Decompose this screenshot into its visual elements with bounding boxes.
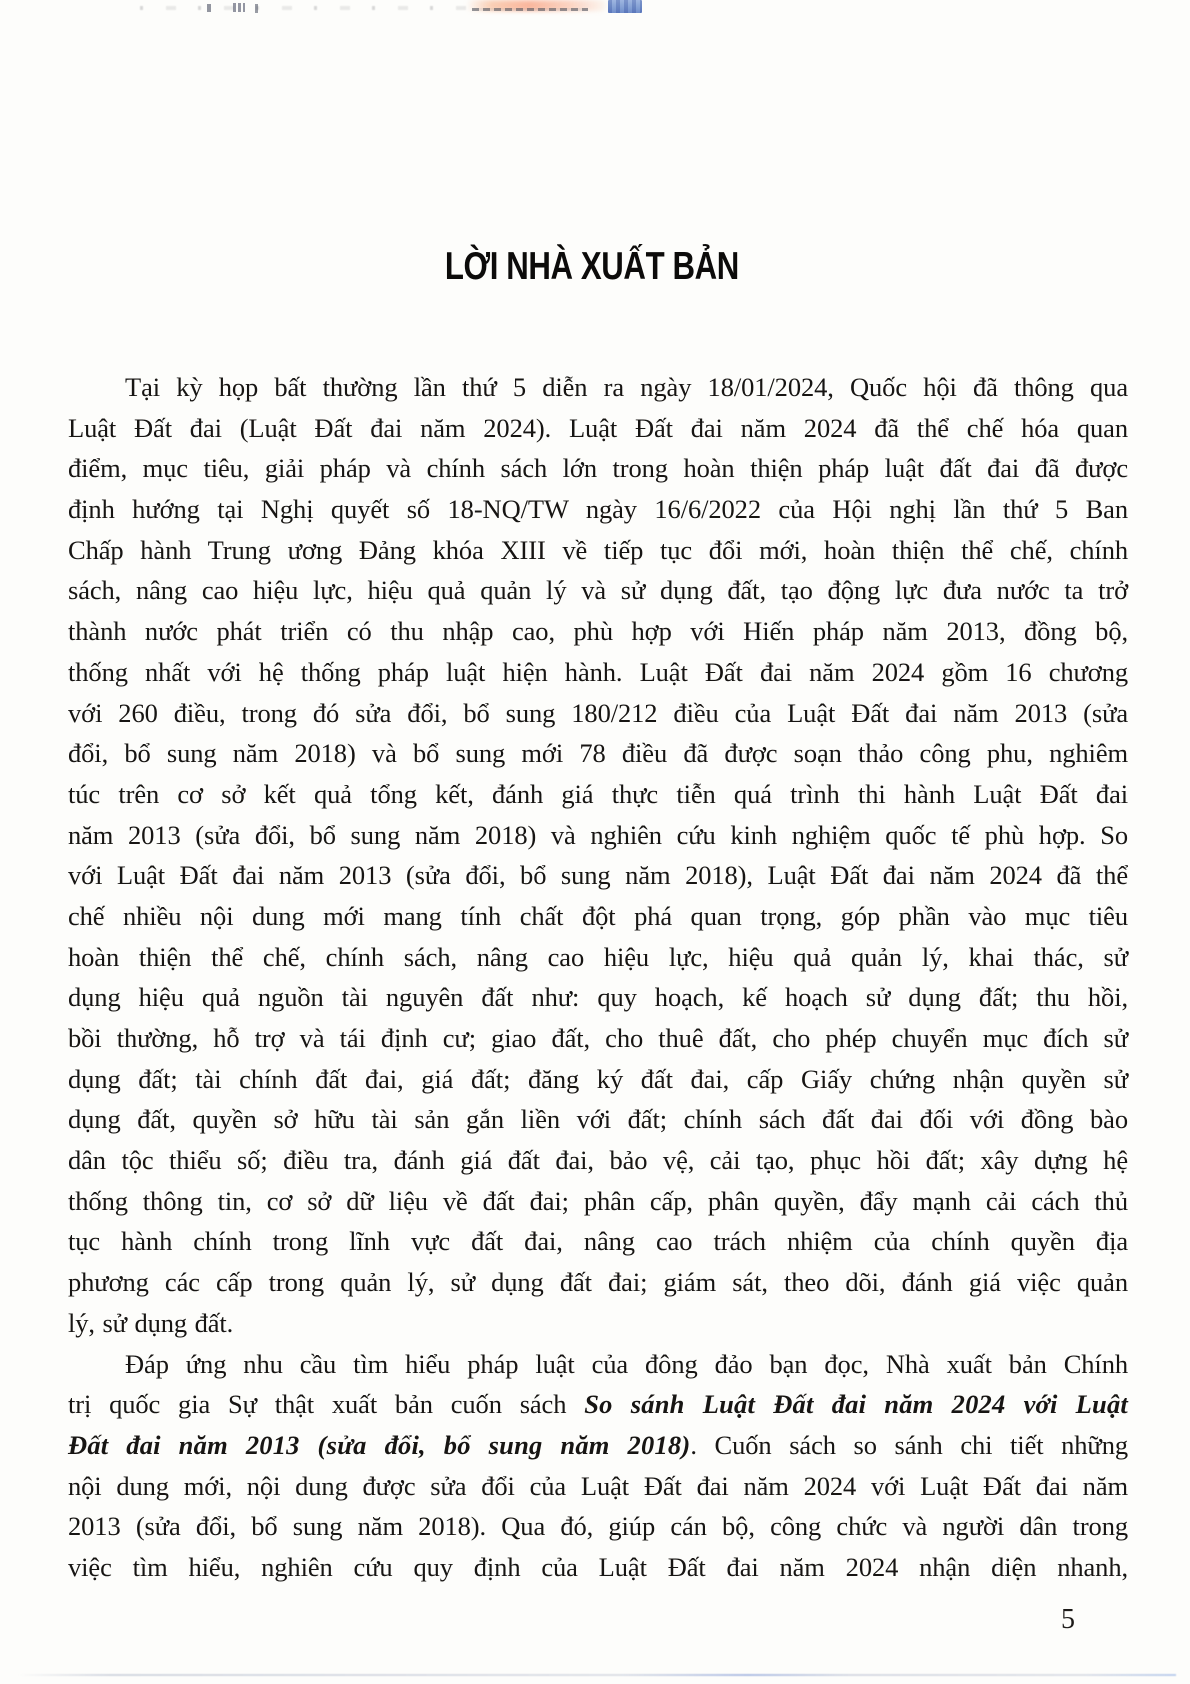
text-line	[68, 1506, 1128, 1547]
scan-bottom-line	[18, 1674, 1176, 1676]
text-line	[68, 1344, 1128, 1385]
text-segment: điểm, mục tiêu, giải pháp và chính sách lớn trong hoàn thiện pháp luật đất đai đã được	[68, 453, 1128, 484]
text-line	[68, 774, 1128, 815]
text-segment: Chấp hành Trung ương Đảng khóa XIII về tiếp tục đổi mới, hoàn thiện thể chế, chính	[68, 534, 1128, 565]
text-segment: với Luật Đất đai năm 2013 (sửa đổi, bổ sung năm 2018), Luật Đất đai năm 2024 đã thể	[68, 860, 1128, 891]
text-line	[68, 1425, 1128, 1466]
text-segment: đổi, bổ sung năm 2018) và bổ sung mới 78 điều đã được soạn thảo công phu, nghiêm	[68, 738, 1128, 769]
text-segment: năm 2013 (sửa đổi, bổ sung năm 2018) và nghiên cứu kinh nghiệm quốc tế phù hợp. So	[68, 819, 1128, 850]
text-segment: Đáp ứng nhu cầu tìm hiểu pháp luật của đông đảo bạn đọc, Nhà xuất bản Chính	[125, 1348, 1128, 1379]
text-line	[68, 815, 1128, 856]
text-line	[68, 530, 1128, 571]
text-line	[68, 652, 1128, 693]
text-line	[68, 570, 1128, 611]
text-segment: sách, nâng cao hiệu lực, hiệu quả quản lý và sử dụng đất, tạo động lực đưa nước ta trở	[68, 575, 1128, 606]
text-line	[68, 1181, 1128, 1222]
text-segment: với 260 điều, trong đó sửa đổi, bổ sung 180/212 điều của Luật Đất đai năm 2013 (sửa	[68, 697, 1128, 728]
text-segment: việc tìm hiểu, nghiên cứu quy định của Luật Đất đai năm 2024 nhận diện nhanh,	[68, 1551, 1128, 1582]
text-line	[68, 1221, 1128, 1262]
scan-dash-line	[472, 8, 588, 11]
scan-smudge-orange	[466, 0, 606, 11]
text-line	[68, 1140, 1128, 1181]
body-text	[68, 367, 1128, 1588]
text-line	[68, 1099, 1128, 1140]
text-segment: dụng đất; tài chính đất đai, giá đất; đăng ký đất đai, cấp Giấy chứng nhận quyền sử	[68, 1063, 1128, 1094]
text-segment: trị quốc gia Sự thật xuất bản cuốn sách	[68, 1389, 585, 1420]
text-line	[68, 489, 1128, 530]
text-segment: dụng hiệu quả nguồn tài nguyên đất như: quy hoạch, kế hoạch sử dụng đất; thu hồi,	[68, 982, 1128, 1013]
text-line	[68, 408, 1128, 449]
book-title-inline: So sánh Luật Đất đai năm 2024 với Luật	[584, 1389, 1128, 1420]
text-segment: thống nhất với hệ thống pháp luật hiện hành. Luật Đất đai năm 2024 gồm 16 chương	[68, 656, 1128, 687]
scan-speck	[207, 4, 211, 12]
text-segment: hoàn thiện thể chế, chính sách, nâng cao hiệu lực, hiệu quả quản lý, khai thác, sử	[68, 941, 1128, 972]
text-line	[68, 693, 1128, 734]
text-line	[68, 896, 1128, 937]
text-line	[68, 937, 1128, 978]
page-title-text: LỜI NHÀ XUẤT BẢN	[445, 245, 740, 288]
text-segment: tục hành chính trong lĩnh vực đất đai, nâng cao trách nhiệm của chính quyền địa	[68, 1226, 1128, 1257]
text-segment: 2013 (sửa đổi, bổ sung năm 2018). Qua đó, giúp cán bộ, công chức và người dân trong	[68, 1511, 1128, 1542]
page-number: 5	[1061, 1604, 1075, 1635]
text-segment: nội dung mới, nội dung được sửa đổi của Luật Đất đai năm 2024 với Luật Đất đai năm	[68, 1470, 1128, 1501]
scan-speck	[255, 4, 258, 13]
text-line	[68, 1466, 1128, 1507]
text-segment: lý, sử dụng đất.	[68, 1307, 234, 1338]
text-line	[68, 1303, 1128, 1344]
text-segment: dân tộc thiểu số; điều tra, đánh giá đất đai, bảo vệ, cải tạo, phục hồi đất; xây dựng hệ	[68, 1145, 1128, 1176]
book-title-inline: Đất đai năm 2013 (sửa đổi, bổ sung năm 2018)	[68, 1429, 691, 1460]
text-segment: phương các cấp trong quản lý, sử dụng đất đai; giám sát, theo dõi, đánh giá việc quản	[68, 1267, 1128, 1298]
text-segment: Tại kỳ họp bất thường lần thứ 5 diễn ra ngày 18/01/2024, Quốc hội đã thông qua	[125, 372, 1128, 402]
scan-chip-blue	[608, 0, 642, 13]
text-segment: định hướng tại Nghị quyết số 18-NQ/TW ngày 16/6/2022 của Hội nghị lần thứ 5 Ban	[68, 494, 1128, 525]
text-segment: chế nhiều nội dung mới mang tính chất đột phá quan trọng, góp phần vào mục tiêu	[68, 900, 1128, 931]
text-segment: . Cuốn sách so sánh chi tiết những	[690, 1429, 1128, 1460]
text-line	[68, 977, 1128, 1018]
page-title	[0, 243, 1190, 291]
text-line	[68, 1384, 1128, 1425]
text-line	[68, 855, 1128, 896]
text-line	[68, 367, 1128, 408]
text-line	[68, 1262, 1128, 1303]
text-segment: dụng đất, quyền sở hữu tài sản gắn liền với đất; chính sách đất đai đối với đồng bào	[68, 1104, 1128, 1135]
text-segment: thống thông tin, cơ sở dữ liệu về đất đai; phân cấp, phân quyền, đẩy mạnh cải cách thủ	[68, 1185, 1128, 1216]
text-segment: Luật Đất đai (Luật Đất đai năm 2024). Luật Đất đai năm 2024 đã thể chế hóa quan	[68, 412, 1128, 443]
text-segment: thành nước phát triển có thu nhập cao, phù hợp với Hiến pháp năm 2013, đồng bộ,	[68, 616, 1128, 647]
text-line	[68, 733, 1128, 774]
text-line	[68, 1547, 1128, 1588]
text-line	[68, 448, 1128, 489]
text-line	[68, 1018, 1128, 1059]
text-line	[68, 611, 1128, 652]
text-segment: bồi thường, hỗ trợ và tái định cư; giao đất, cho thuê đất, cho phép chuyển mục đích sử	[68, 1023, 1128, 1053]
scan-speck	[233, 3, 245, 12]
scan-speck-row	[140, 6, 470, 10]
text-segment: túc trên cơ sở kết quả tổng kết, đánh giá thực tiễn quá trình thi hành Luật Đất đai	[68, 778, 1128, 809]
text-line	[68, 1059, 1128, 1100]
